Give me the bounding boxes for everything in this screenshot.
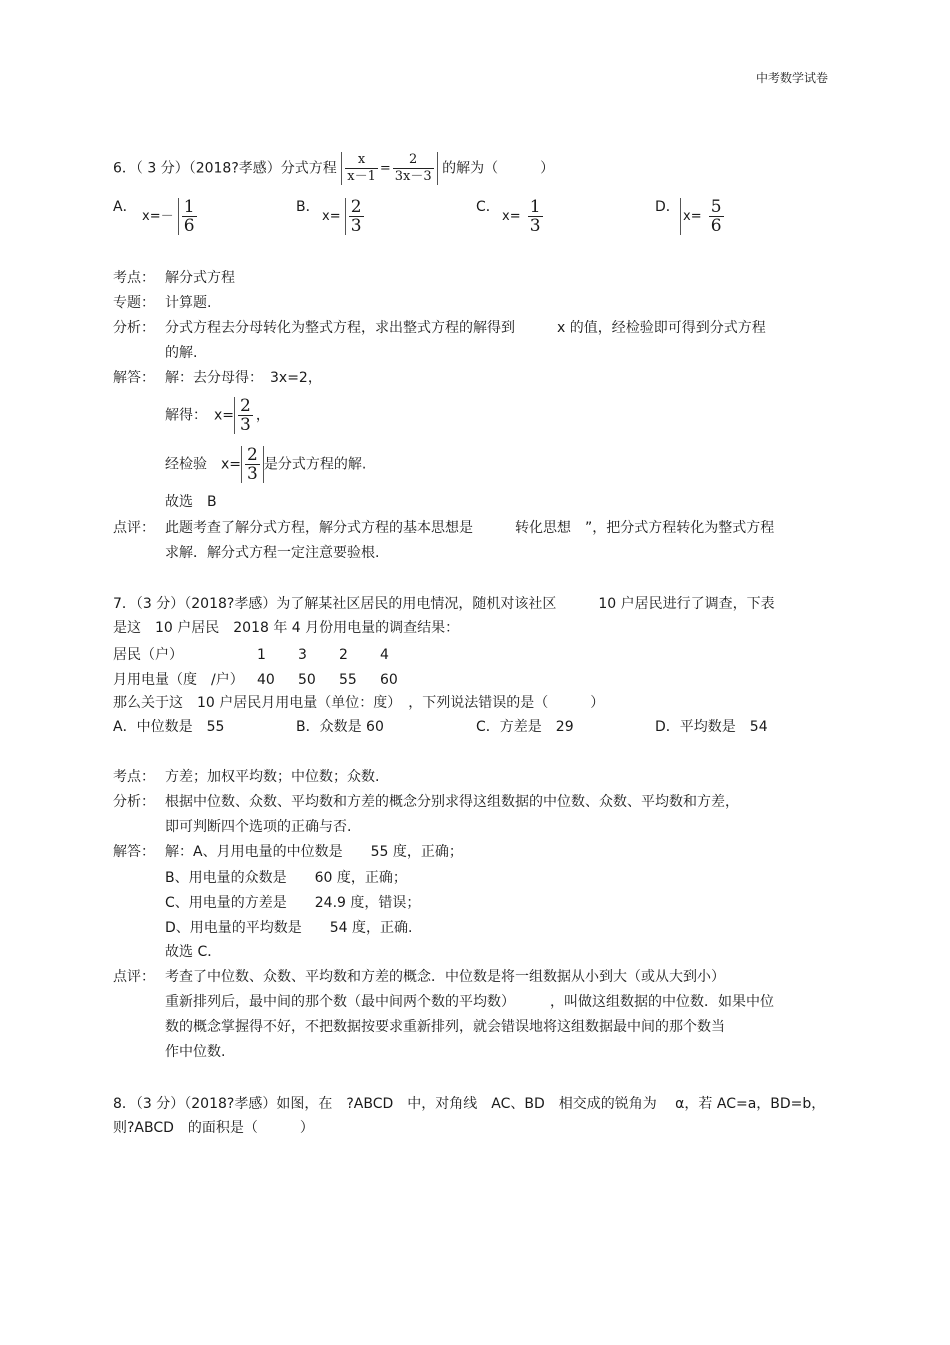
table-cell: 3	[298, 646, 307, 663]
q7-question: 那么关于这 10 户居民月用电量（单位：度） ，下列说法错误的是（ ）	[113, 695, 605, 711]
q6-option-d-value	[680, 198, 727, 235]
frac-den: 3	[240, 415, 251, 435]
q7-jieda-2: B、用电量的众数是 60 度，正确；	[165, 870, 407, 886]
q6-option-a-value	[142, 198, 200, 235]
frac-num: 1	[183, 197, 195, 217]
q6-option-c-value	[502, 198, 546, 235]
q6-kaodian	[113, 268, 235, 288]
dianping-label: 点评：	[113, 969, 155, 985]
page-header: 中考数学试卷	[755, 71, 828, 85]
table-cell: 40	[257, 671, 275, 688]
q6-option-d-frac	[706, 198, 727, 235]
option-letter: C．	[476, 719, 500, 735]
option-letter: B．	[296, 719, 320, 735]
frac-num: 2	[240, 396, 251, 416]
option-text: 众数是 60	[319, 719, 384, 735]
q7-jieda-5: 故选 C．	[165, 944, 222, 960]
table-cell: 4	[380, 646, 389, 663]
q6-eq-rhs-den: 3x－3	[394, 169, 432, 184]
dianping-line: 考查了中位数、众数、平均数和方差的概念．中位数是将一组数据从小到大（或从大到小）	[165, 969, 725, 985]
q7-kaodian	[113, 767, 379, 787]
dianping-line: 此题考查了解分式方程，解分式方程的基本思想是 转化思想 ”，把分式方程转化为整式方程	[165, 520, 775, 536]
frac-num: 2	[350, 197, 362, 217]
q7-data-table	[113, 642, 421, 692]
table-row	[113, 667, 421, 692]
q7-dianping-4: 作中位数.	[165, 1044, 226, 1060]
frac-num: 1	[529, 197, 541, 217]
option-letter: D．	[655, 199, 680, 215]
frac-num: 5	[710, 197, 722, 217]
option-letter: A．	[113, 199, 137, 215]
jieda-label: 解答：	[113, 844, 155, 860]
jieda-prefix: 解得： x=	[165, 407, 235, 424]
option-letter: D．	[655, 719, 680, 735]
option-letter: A．	[113, 719, 137, 735]
kaodian-text: 方差；加权平均数；中位数；众数.	[165, 769, 380, 785]
q7-option-d[interactable]	[655, 717, 768, 737]
kaodian-text: 解分式方程	[165, 270, 235, 286]
jieda-line: 解：去分母得： 3x=2，	[165, 370, 322, 386]
table-cell: 2	[339, 646, 348, 663]
zhuanti-text: 计算题.	[165, 295, 212, 311]
q6-jieda-4: 故选 B	[165, 494, 217, 510]
option-letter: B．	[296, 199, 320, 215]
table-cell: 60	[380, 671, 398, 688]
dianping-label: 点评：	[113, 520, 155, 536]
q6-eq-rhs	[393, 152, 434, 185]
q6-stem-prefix: 6．（ 3 分）（2018?孝感）分式方程	[113, 160, 337, 177]
q6-eq-lhs	[345, 152, 378, 185]
q6-option-a-frac	[178, 198, 200, 235]
table-row-header: 居民（户）	[113, 646, 183, 663]
q6-option-c-frac	[525, 198, 546, 235]
kaodian-label: 考点：	[113, 769, 155, 785]
q7-stem-1: 7．（3 分）（2018?孝感）为了解某社区居民的用电情况，随机对该社区 10 户居民进行了调查，下表	[113, 596, 775, 612]
q8-stem-1: 8．（3 分）（2018?孝感）如图，在 ?ABCD 中，对角线 AC、BD 相交成的锐角为 α，若 AC=a，BD=b，	[113, 1096, 826, 1112]
q6-jieda	[113, 368, 322, 388]
kaodian-label: 考点：	[113, 270, 155, 286]
frac-den: 6	[183, 216, 195, 236]
table-row-header: 月用电量（度 /户）	[113, 671, 244, 688]
fenxi-label: 分析：	[113, 320, 155, 336]
q8-stem-2: 则?ABCD 的面积是（ ）	[113, 1120, 314, 1136]
q7-fenxi-2: 即可判断四个选项的正确与否.	[165, 819, 352, 835]
q6-option-b[interactable]	[296, 197, 320, 217]
frac-den: 3	[350, 216, 362, 236]
q6-eq-lhs-den: x－1	[347, 169, 376, 184]
frac-den: 3	[529, 216, 541, 236]
jieda-suffix: ，	[255, 407, 270, 424]
q7-option-b[interactable]	[296, 717, 384, 737]
table-row	[113, 642, 421, 667]
q6-zhuanti	[113, 293, 211, 313]
q6-jieda-3-frac	[241, 446, 264, 483]
option-text: 方差是 29	[499, 719, 574, 735]
q6-option-a[interactable]	[113, 197, 137, 217]
option-prefix: x=	[683, 209, 702, 224]
q6-fenxi-2: 的解.	[165, 345, 198, 361]
q6-equation	[341, 152, 437, 185]
jieda-suffix: 是分式方程的解.	[263, 456, 367, 473]
frac-den: 6	[710, 216, 722, 236]
q7-stem-2: 是这 10 户居民 2018 年 4 月份用电量的调查结果：	[113, 620, 460, 636]
q6-eq-sign: =	[379, 160, 391, 176]
q7-fenxi	[113, 792, 739, 812]
jieda-label: 解答：	[113, 370, 155, 386]
frac-num: 2	[247, 445, 258, 465]
q6-stem	[113, 152, 554, 185]
q7-jieda-4: D、用电量的平均数是 54 度，正确.	[165, 920, 413, 936]
option-prefix: x=	[502, 209, 521, 224]
fenxi-line: 根据中位数、众数、平均数和方差的概念分别求得这组数据的中位数、众数、平均数和方差，	[165, 794, 739, 810]
q7-jieda	[113, 842, 463, 862]
q6-jieda-2	[165, 397, 270, 434]
q6-option-c[interactable]	[476, 197, 500, 217]
q7-jieda-3: C、用电量的方差是 24.9 度，错误；	[165, 895, 421, 911]
option-prefix: x=	[322, 209, 341, 224]
option-letter: C．	[476, 199, 500, 215]
q7-dianping-3: 数的概念掌握得不好，不把数据按要求重新排列，就会错误地将这组数据最中间的那个数当	[165, 1019, 725, 1035]
option-text: 中位数是 55	[136, 719, 225, 735]
q7-dianping-2: 重新排列后，最中间的那个数（最中间两个数的平均数） ，叫做这组数据的中位数．如果中位	[165, 994, 774, 1010]
jieda-line: 解：A、月用电量的中位数是 55 度，正确；	[165, 844, 463, 860]
fenxi-line: 分式方程去分母转化为整式方程，求出整式方程的解得到 x 的值，经检验即可得到分式方程	[165, 320, 766, 336]
q7-option-c[interactable]	[476, 717, 574, 737]
table-cell: 55	[339, 671, 357, 688]
q6-eq-rhs-num: 2	[409, 152, 418, 167]
q7-option-a[interactable]	[113, 717, 224, 737]
option-sign: －	[160, 209, 174, 224]
q6-option-b-frac	[345, 198, 367, 235]
zhuanti-label: 专题：	[113, 295, 155, 311]
option-text: 平均数是 54	[679, 719, 768, 735]
fenxi-label: 分析：	[113, 794, 155, 810]
jieda-prefix: 经检验 x=	[165, 456, 242, 473]
frac-den: 3	[247, 464, 258, 484]
q6-stem-suffix: 的解为（ ）	[442, 160, 555, 177]
option-prefix: x=	[142, 209, 161, 224]
q6-jieda-2-frac	[234, 397, 256, 434]
q6-fenxi	[113, 318, 766, 338]
q6-dianping	[113, 518, 774, 538]
q6-dianping-2: 求解．解分式方程一定注意要验根.	[165, 545, 380, 561]
q6-option-d[interactable]	[655, 197, 680, 217]
q7-dianping	[113, 967, 725, 987]
table-cell: 1	[257, 646, 266, 663]
q6-eq-lhs-num: x	[357, 152, 366, 167]
table-cell: 50	[298, 671, 316, 688]
q6-jieda-3	[165, 446, 366, 483]
q6-option-b-value	[322, 198, 367, 235]
